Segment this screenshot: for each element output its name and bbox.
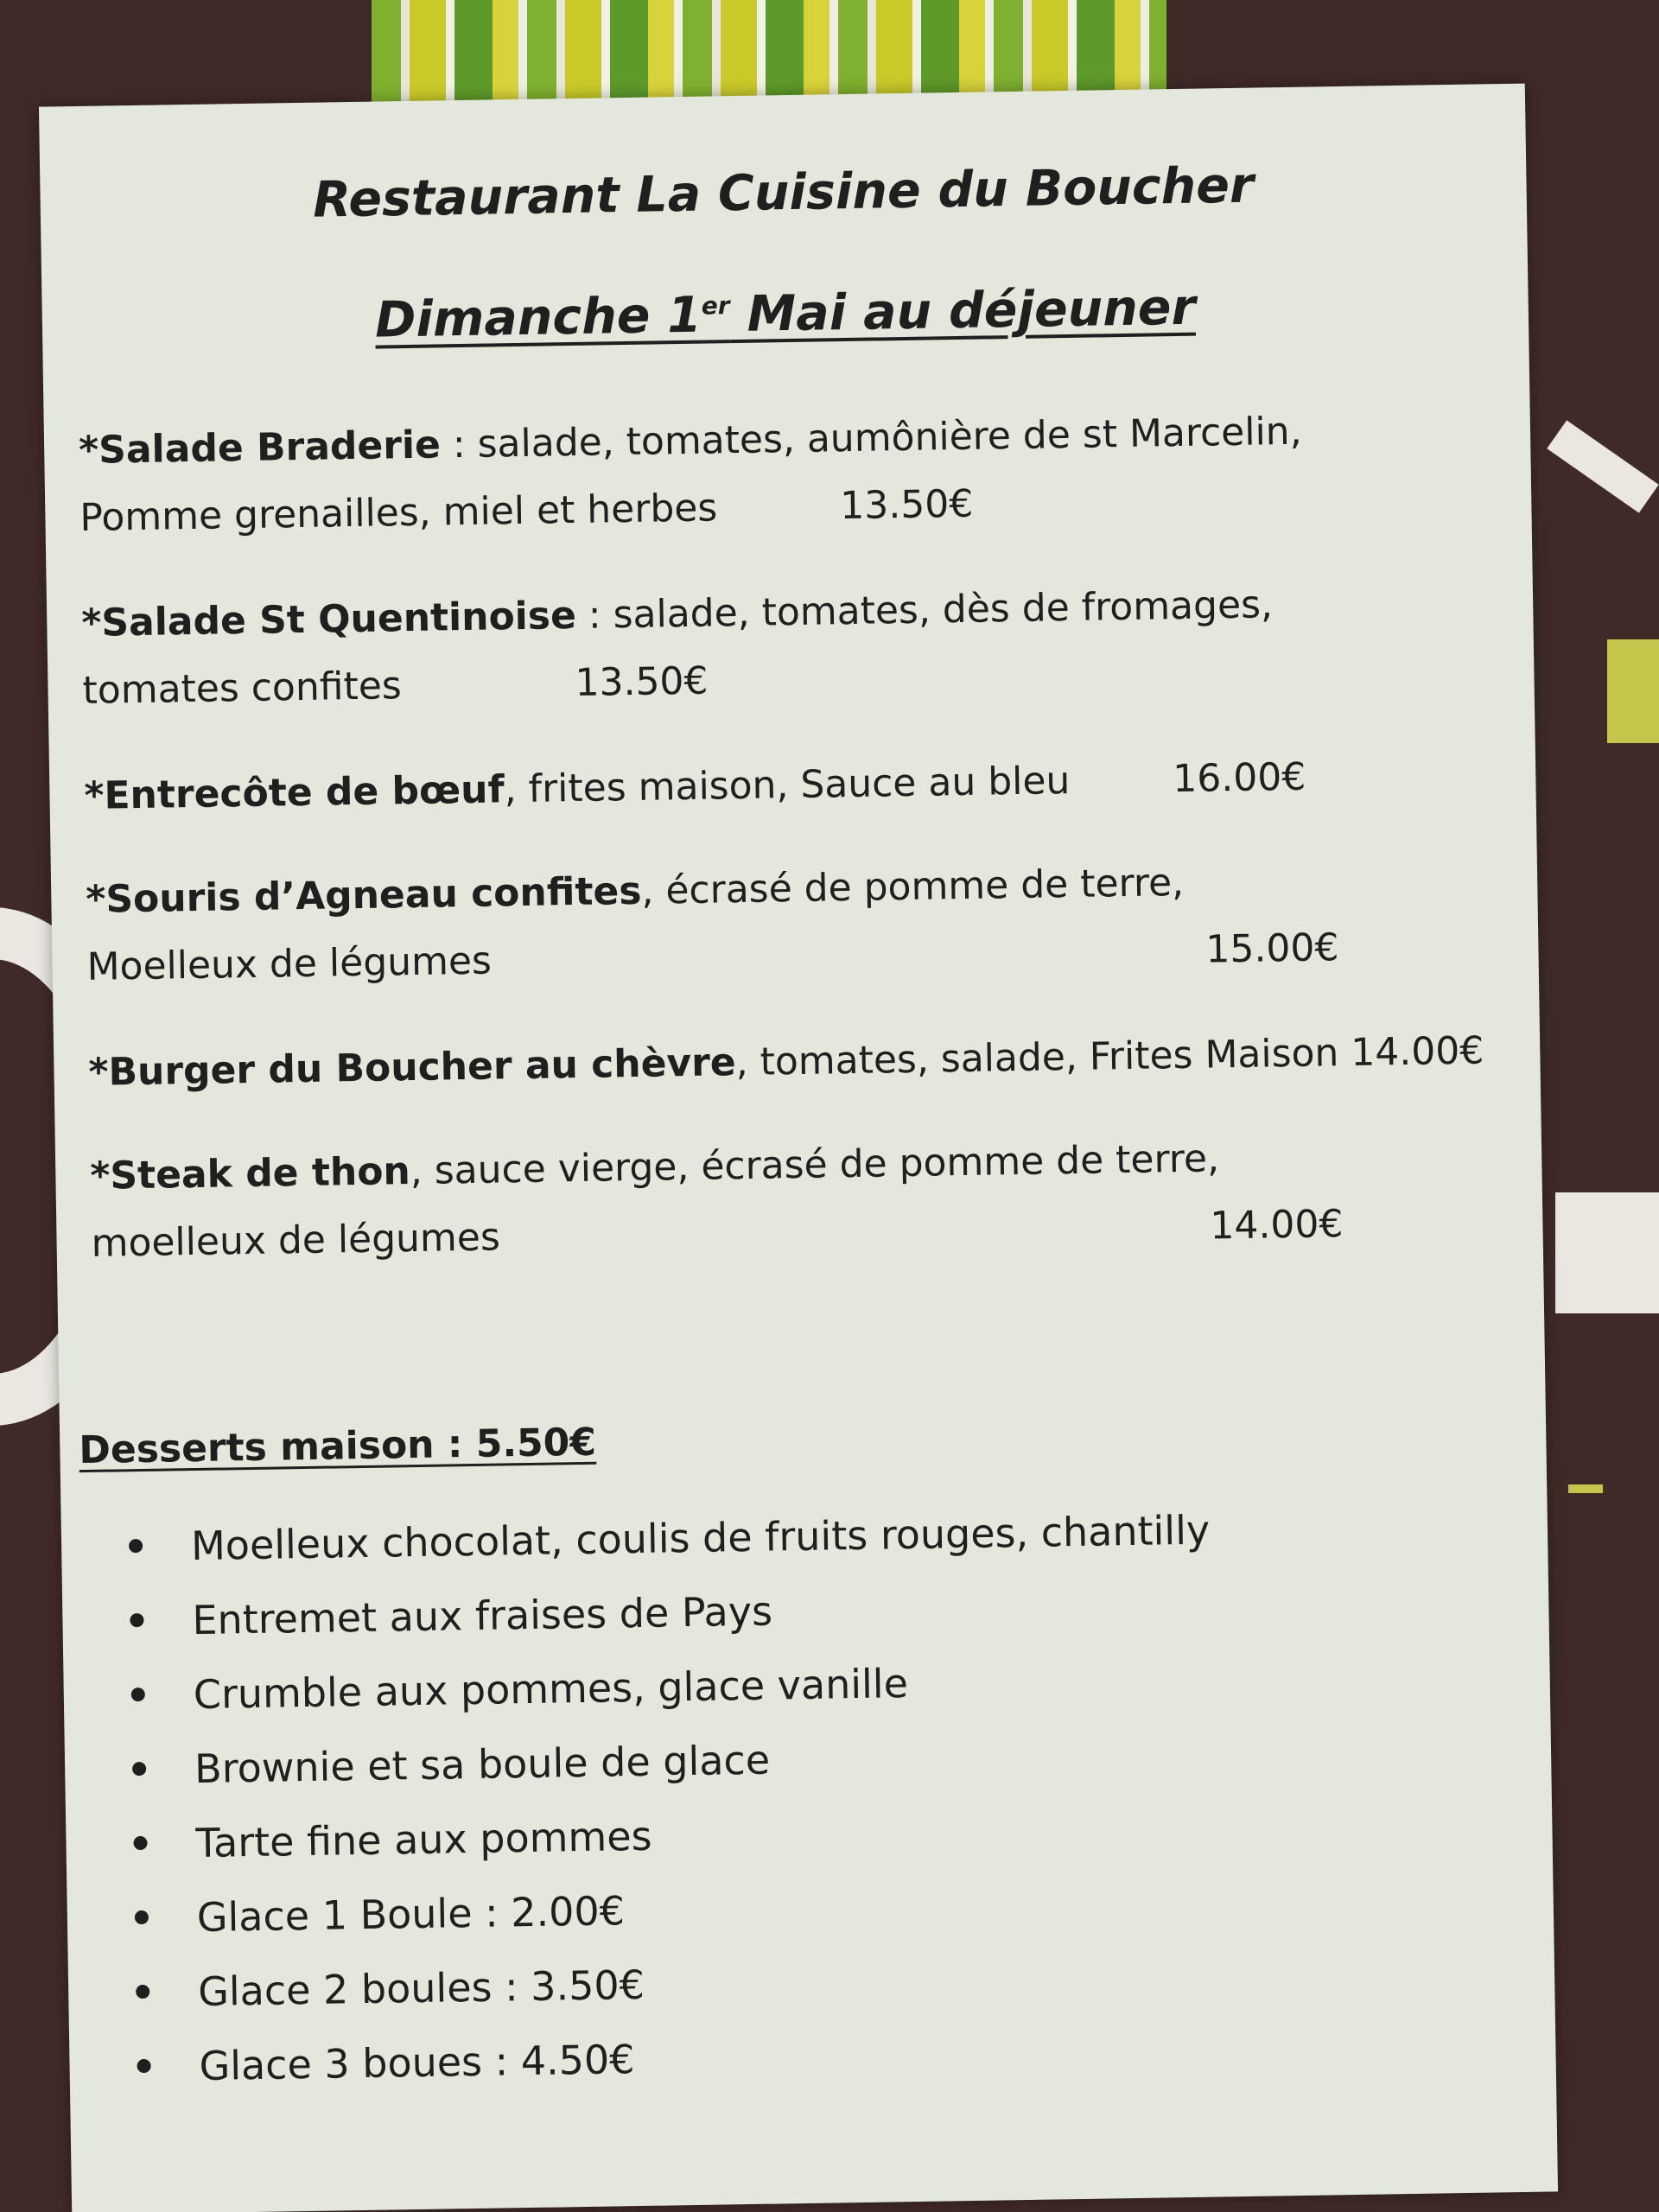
dessert-label: Entremet aux fraises de Pays — [192, 1587, 773, 1644]
list-item — [130, 2013, 1218, 2105]
desserts-heading: Desserts maison : 5.50€ — [78, 1420, 597, 1473]
bullet-icon — [137, 2059, 150, 2073]
dessert-label: Crumble aux pommes, glace vanille — [193, 1660, 909, 1719]
menu-item-price: 13.50€ — [839, 481, 974, 529]
menu-sheet — [39, 84, 1558, 2212]
menu-item-name: *Steak de thon — [89, 1149, 411, 1198]
date-heading-text — [375, 279, 1196, 349]
dessert-label: Tarte fine aux pommes — [195, 1812, 652, 1867]
menu-item-description: : salade, tomates, dès de fromages, — [575, 582, 1274, 638]
menu-item-description: , frites maison, Sauce au bleu — [504, 759, 1071, 812]
menu-item — [86, 845, 1470, 1001]
backdrop-letter-right-top — [1547, 420, 1658, 512]
menu-item-description: Pomme grenailles, miel et herbes — [79, 486, 718, 540]
menu-item — [81, 569, 1465, 725]
dessert-label: Glace 1 Boule : 2.00€ — [196, 1887, 626, 1942]
menu-item — [84, 741, 1467, 830]
date-heading — [41, 274, 1529, 354]
menu-item-line — [88, 1018, 1484, 1107]
menu-item-description: moelleux de légumes — [91, 1215, 501, 1266]
bullet-icon — [129, 1539, 143, 1553]
restaurant-title: Restaurant La Cuisine du Boucher — [312, 156, 1255, 229]
date-rest: Mai au déjeuner — [729, 278, 1197, 344]
menu-item — [79, 396, 1463, 552]
menu-item-name: *Souris d’Agneau confites — [85, 868, 642, 922]
menu-item-price: 16.00€ — [1172, 754, 1306, 802]
backdrop-dash-right — [1568, 1484, 1603, 1493]
menu-item-line — [84, 741, 1467, 830]
menu-item-description: , tomates, salade, Frites Maison 14.00€ — [735, 1028, 1484, 1085]
date-ordinal: er — [701, 291, 730, 321]
menu-item-description: , écrasé de pomme de terre, — [641, 860, 1185, 913]
menu-item — [88, 1018, 1484, 1107]
menu-item-name: *Entrecôte de bœuf — [84, 767, 505, 818]
date-day: Dimanche 1 — [374, 286, 702, 349]
menu-item-description: : salade, tomates, aumônière de st Marcelin, — [440, 409, 1302, 467]
menu-item-price: 13.50€ — [575, 658, 709, 705]
menu-item-description: , sauce vierge, écrasé de pomme de terre, — [410, 1136, 1220, 1194]
menu-item-price: 15.00€ — [1205, 925, 1339, 972]
bullet-icon — [133, 1836, 147, 1850]
menu-item-name: *Salade St Quentinoise — [80, 593, 577, 645]
dessert-label: Brownie et sa boule de glace — [194, 1736, 771, 1793]
menu-item-description: Moelleux de légumes — [86, 938, 493, 989]
bullet-icon — [130, 1613, 143, 1627]
menu-item-name: *Salade Braderie — [78, 423, 442, 473]
bullet-icon — [131, 1688, 145, 1701]
bullet-icon — [132, 1762, 146, 1776]
dessert-label: Moelleux chocolat, coulis de fruits rouges, chantilly — [190, 1506, 1211, 1570]
dessert-label: Glace 2 boules : 3.50€ — [197, 1961, 645, 2016]
menu-item-price: 14.00€ — [1210, 1202, 1344, 1249]
bullet-icon — [136, 1985, 149, 1999]
dessert-list — [121, 1493, 1218, 2105]
menu-item-description: tomates confites — [82, 664, 403, 713]
menu-item-name: *Burger du Boucher au chèvre — [88, 1040, 737, 1095]
dessert-label: Glace 3 boues : 4.50€ — [199, 2036, 635, 2090]
menu-item — [90, 1122, 1474, 1278]
backdrop-letter-right-green — [1607, 639, 1659, 743]
backdrop-letter-right-mid — [1555, 1192, 1659, 1313]
bullet-icon — [135, 1910, 149, 1924]
